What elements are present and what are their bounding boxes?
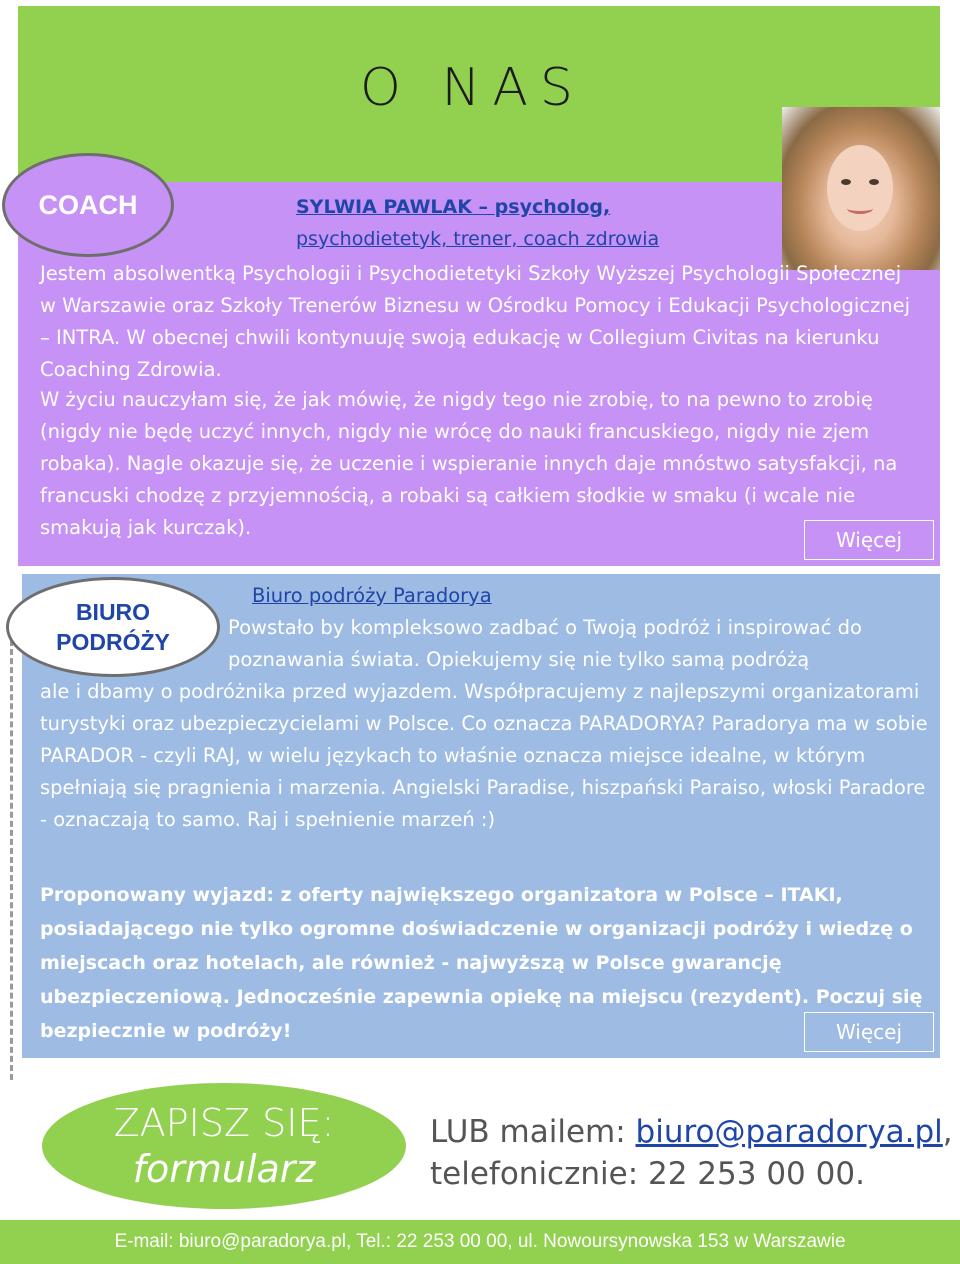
travel-intro-paragraph: Powstało by kompleksowo zadbać o Twoją podróż i inspirować do poznawania świata. Opiekujemy się nie tylko samą podróżą (228, 616, 862, 671)
travel-badge-line1: BIURO (75, 599, 151, 625)
signup-form-button[interactable] (42, 1083, 406, 1209)
coach-name: SYLWIA PAWLAK – psycholog, (296, 196, 611, 218)
coach-role: psychodietetyk, trener, coach zdrowia (296, 228, 660, 250)
mouth (847, 203, 873, 214)
page-title: O NAS (360, 58, 585, 118)
eye-right (869, 179, 879, 185)
dashed-connector (10, 640, 21, 1080)
contact-email-line (430, 1114, 953, 1150)
travel-badge (6, 577, 220, 677)
eye-left (841, 179, 851, 185)
signup-subtitle: formularz (132, 1147, 316, 1191)
contact-phone-line: telefonicznie: 22 253 00 00. (430, 1156, 865, 1192)
contact-email-link[interactable]: biuro@paradorya.pl (635, 1114, 943, 1150)
signup-title: ZAPISZ SIĘ: (113, 1101, 335, 1145)
coach-photo (782, 107, 940, 270)
contact-suffix: , (942, 1114, 953, 1150)
travel-offer-paragraph: Proponowany wyjazd: z oferty największego organizatora w Polsce – ITAKI, posiadającego nie tylko ogromne doświadczenie w organizacji podróży i wiedzę o miejscach oraz hotelach, ale również - najwyższą w Polsce gwarancję ubezpieczeniową. Jednocześnie zapewnia opiekę na miejscu (rezydent). Poczuj się bezpiecznie w podróży! (40, 884, 923, 1042)
coach-story-paragraph: W życiu nauczyłam się, że jak mówię, że nigdy tego nie zrobię, to na pewno to zrobię (nigdy nie będę uczyć innych, nigdy nie wrócę do nauki francuskiego, nigdy nie zjem robaka). Nagle okazuje się, że uczenie i wspieranie innych daje mnóstwo satysfakcji, na francuski chodzę z przyjemnością, a robaki są całkiem słodkie w smaku (i wcale nie smakują jak kurczak). (40, 388, 898, 539)
face-shape (827, 145, 893, 231)
travel-more-button[interactable]: Więcej (804, 1012, 934, 1052)
coach-more-button[interactable]: Więcej (804, 520, 934, 560)
travel-badge-line2: PODRÓŻY (56, 629, 170, 655)
footer-bar: E-mail: biuro@paradorya.pl, Tel.: 22 253 00 00, ul. Nowoursynowska 153 w Warszawie (0, 1220, 960, 1264)
coach-badge: COACH (2, 153, 174, 257)
travel-heading: Biuro podróży Paradorya (252, 584, 492, 607)
contact-prefix: LUB mailem: (430, 1114, 636, 1150)
coach-bio-paragraph: Jestem absolwentką Psychologii i Psychodietetyki Szkoły Wyższej Psychologii Społecznej w Warszawie oraz Szkoły Trenerów Biznesu w Ośrodku Pomocy i Edukacji Psychologicznej – INTRA. W obecnej chwili kontynuuję swoją edukację w Collegium Civitas na kierunku Coaching Zdrowia. (40, 262, 911, 381)
travel-about-paragraph: ale i dbamy o podróżnika przed wyjazdem. Współpracujemy z najlepszymi organizatorami turystyki oraz ubezpieczycielami w Polsce. Co oznacza PARADORYA? Paradorya ma w sobie PARADOR - czyli RAJ, w wielu językach to właśnie oznacza miejsce idealne, w którym spełniają się pragnienia i marzenia. Angielski Paradise, hiszpański Paraiso, włoski Paradore - oznaczają to samo. Raj i spełnienie marzeń :) (40, 680, 928, 831)
